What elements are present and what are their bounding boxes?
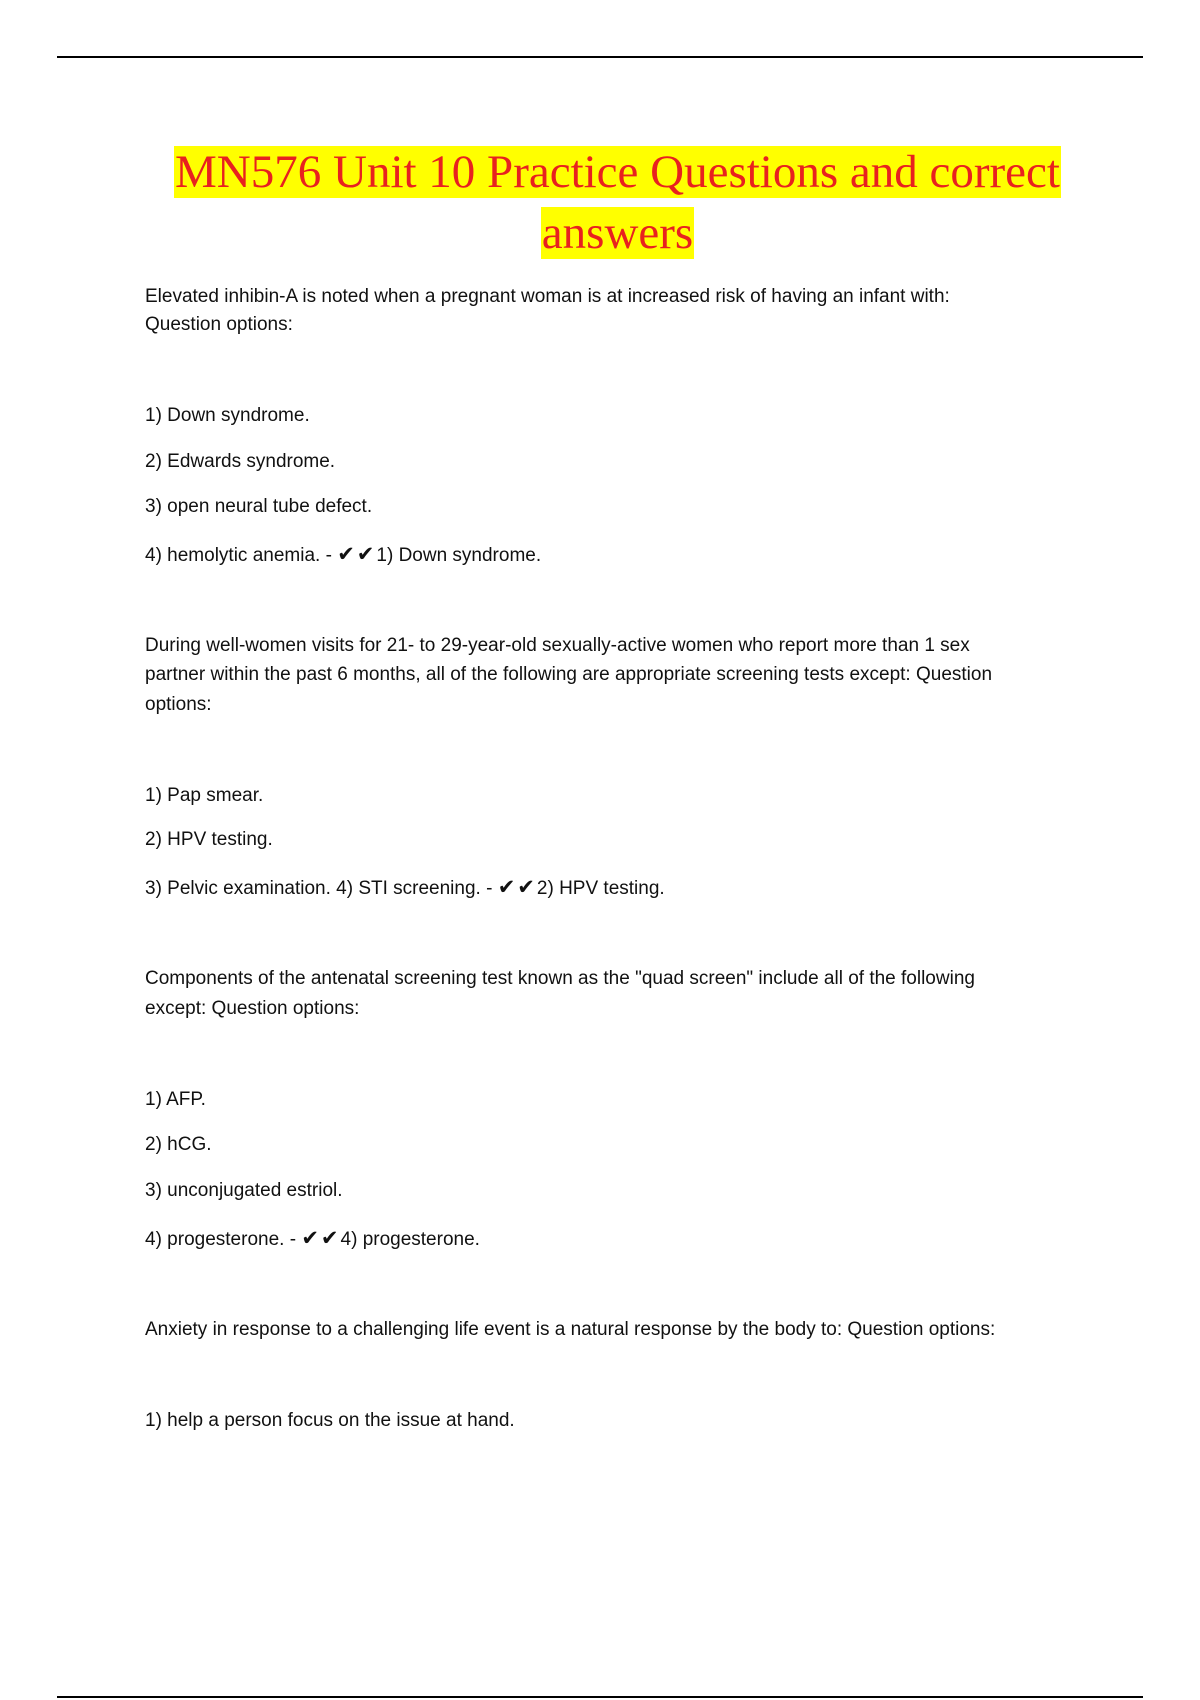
q3-answer: 4) progesterone.	[340, 1229, 480, 1250]
title-line-2: answers	[541, 207, 694, 259]
top-rule	[57, 56, 1143, 58]
q2-answer: 2) HPV testing.	[536, 878, 665, 899]
q2-checkmark-icon: ✔✔	[497, 875, 537, 899]
q2-prompt-line-1: During well-women visits for 21- to 29-year-old sexually-active women who report more than 1 sex	[145, 635, 970, 656]
q2-option-1: 1) Pap smear.	[145, 785, 264, 806]
q3-option-4-with-answer	[145, 1224, 480, 1254]
q1-option-4-with-answer	[145, 540, 541, 570]
q2-prompt-line-2: partner within the past 6 months, all of the following are appropriate screening tests except: Question	[145, 664, 993, 685]
q3-prompt-line-2: except: Question options:	[145, 998, 360, 1019]
q2-option-2: 2) HPV testing.	[145, 829, 273, 850]
title-line-1: MN576 Unit 10 Practice Questions and correct	[175, 146, 1060, 198]
q1-prompt-line-1: Elevated inhibin-A is noted when a pregnant woman is at increased risk of having an infant with:	[145, 286, 950, 307]
q3-checkmark-icon: ✔✔	[301, 1226, 341, 1250]
q1-option-4: 4) hemolytic anemia. -	[145, 545, 332, 566]
bottom-rule	[57, 1696, 1143, 1698]
q2-option-3-with-answer	[145, 873, 665, 903]
q2-prompt-line-3: options:	[145, 694, 212, 715]
q1-option-3: 3) open neural tube defect.	[145, 496, 373, 517]
q4-option-1: 1) help a person focus on the issue at hand.	[145, 1410, 515, 1431]
q1-option-1: 1) Down syndrome.	[145, 405, 310, 426]
q1-checkmark-icon: ✔✔	[337, 542, 377, 566]
q3-option-1: 1) AFP.	[145, 1089, 206, 1110]
q1-answer: 1) Down syndrome.	[376, 545, 542, 566]
q1-prompt-line-2: Question options:	[145, 314, 293, 335]
document-title	[100, 142, 1135, 264]
q3-prompt-line-1: Components of the antenatal screening test known as the "quad screen" include all of the following	[145, 968, 975, 989]
q3-option-4: 4) progesterone. -	[145, 1229, 297, 1250]
q3-option-3: 3) unconjugated estriol.	[145, 1180, 343, 1201]
q2-option-3: 3) Pelvic examination. 4) STI screening. -	[145, 878, 493, 899]
q4-prompt-line-1: Anxiety in response to a challenging life event is a natural response by the body to: Question options:	[145, 1319, 996, 1340]
q1-option-2: 2) Edwards syndrome.	[145, 451, 336, 472]
q3-option-2: 2) hCG.	[145, 1134, 212, 1155]
